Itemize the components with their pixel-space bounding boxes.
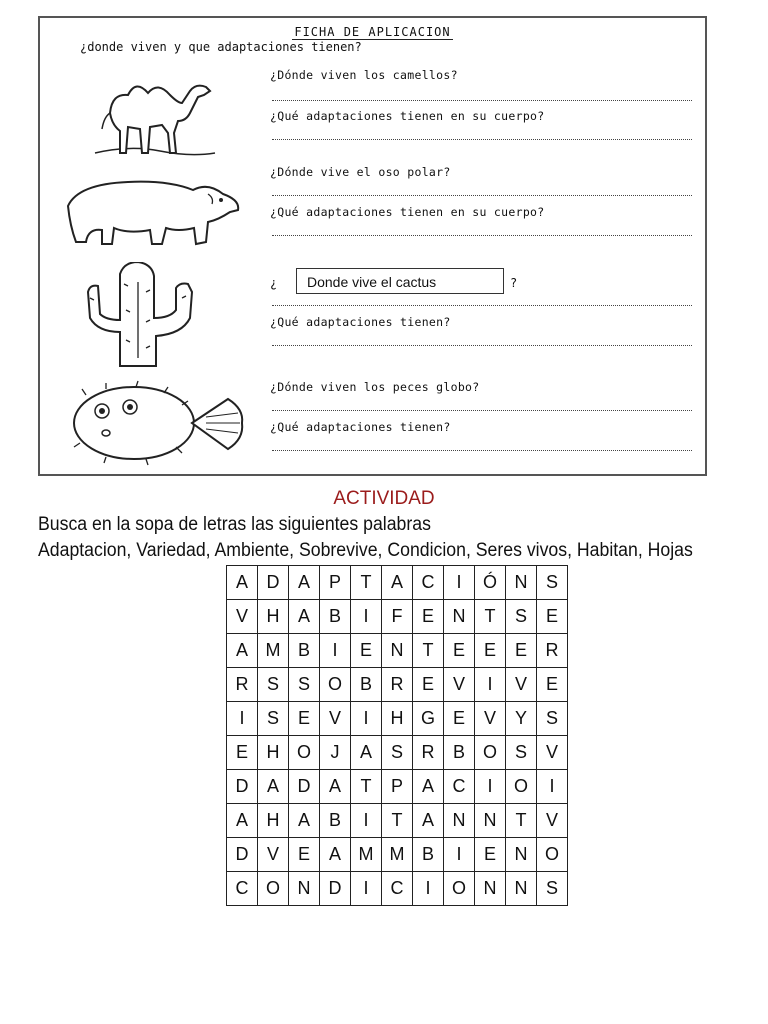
word-search-cell[interactable]: A (320, 838, 351, 872)
word-search-row (227, 804, 568, 838)
word-search-cell[interactable]: R (537, 634, 568, 668)
answer-line[interactable] (272, 139, 692, 140)
word-search-cell[interactable]: G (413, 702, 444, 736)
bear-adaptations-question: ¿Qué adaptaciones tienen en su cuerpo? (270, 205, 545, 219)
word-search-cell[interactable]: N (475, 804, 506, 838)
word-search-cell[interactable]: E (444, 634, 475, 668)
word-search-cell[interactable]: E (413, 668, 444, 702)
word-search-cell[interactable]: D (227, 770, 258, 804)
word-search-cell[interactable]: P (320, 566, 351, 600)
word-search-cell[interactable]: D (289, 770, 320, 804)
word-search-cell[interactable]: V (444, 668, 475, 702)
answer-line[interactable] (272, 235, 692, 236)
word-search-cell[interactable]: F (382, 600, 413, 634)
word-search-cell[interactable]: E (475, 838, 506, 872)
word-search-cell[interactable]: B (444, 736, 475, 770)
word-search-cell[interactable]: R (227, 668, 258, 702)
word-search-row (227, 872, 568, 906)
word-search-cell[interactable]: C (382, 872, 413, 906)
word-search-cell[interactable]: R (413, 736, 444, 770)
worksheet-panel (38, 16, 707, 476)
word-search-cell[interactable]: E (506, 634, 537, 668)
word-search-cell[interactable]: E (289, 702, 320, 736)
word-search-cell[interactable]: J (320, 736, 351, 770)
word-search-cell[interactable]: O (289, 736, 320, 770)
answer-line[interactable] (272, 195, 692, 196)
word-search-cell[interactable]: O (506, 770, 537, 804)
word-search-cell[interactable]: S (258, 702, 289, 736)
word-search-cell[interactable]: I (351, 702, 382, 736)
camel-where-question: ¿Dónde viven los camellos? (270, 68, 458, 82)
puffer-fish-illustration (66, 373, 248, 468)
word-search-cell[interactable]: A (351, 736, 382, 770)
word-search-cell[interactable]: S (289, 668, 320, 702)
word-search-cell[interactable]: Y (506, 702, 537, 736)
word-search-cell[interactable]: R (382, 668, 413, 702)
word-search-cell[interactable]: E (444, 702, 475, 736)
word-search-cell[interactable]: I (444, 566, 475, 600)
word-search-cell[interactable]: V (475, 702, 506, 736)
word-search-cell[interactable]: A (289, 804, 320, 838)
answer-line[interactable] (272, 450, 692, 451)
word-search-cell[interactable]: S (506, 600, 537, 634)
word-search-cell[interactable]: A (320, 770, 351, 804)
word-search-cell[interactable]: D (227, 838, 258, 872)
word-search-row (227, 770, 568, 804)
word-search-cell[interactable]: C (413, 566, 444, 600)
word-search-cell[interactable]: T (475, 600, 506, 634)
word-search-cell[interactable]: H (258, 600, 289, 634)
word-search-cell[interactable]: E (289, 838, 320, 872)
word-search-cell[interactable]: I (444, 838, 475, 872)
answer-line[interactable] (272, 305, 692, 306)
word-search-cell[interactable]: T (413, 634, 444, 668)
word-search-row (227, 702, 568, 736)
word-search-cell[interactable]: M (382, 838, 413, 872)
word-search-cell[interactable]: V (320, 702, 351, 736)
word-search-cell[interactable]: E (475, 634, 506, 668)
word-search-cell[interactable]: M (351, 838, 382, 872)
word-search-cell[interactable]: S (258, 668, 289, 702)
word-search-cell[interactable]: V (537, 736, 568, 770)
word-search-cell[interactable]: B (320, 600, 351, 634)
word-search-cell[interactable]: O (537, 838, 568, 872)
word-search-cell[interactable]: A (413, 770, 444, 804)
word-search-cell[interactable]: A (413, 804, 444, 838)
word-search-row (227, 668, 568, 702)
word-search-cell[interactable]: Ó (475, 566, 506, 600)
word-search-cell[interactable]: H (382, 702, 413, 736)
word-search-cell[interactable]: O (258, 872, 289, 906)
word-search-grid (226, 565, 568, 906)
word-search-cell[interactable]: V (537, 804, 568, 838)
word-search-cell[interactable]: N (289, 872, 320, 906)
activity-instruction: Busca en la sopa de letras las siguientes palabras (38, 514, 431, 535)
word-search-cell[interactable]: V (227, 600, 258, 634)
word-search-cell[interactable]: N (444, 804, 475, 838)
answer-line[interactable] (272, 345, 692, 346)
word-search-cell[interactable]: A (227, 566, 258, 600)
word-search-cell[interactable]: N (506, 872, 537, 906)
word-search-cell[interactable]: T (351, 770, 382, 804)
word-search-cell[interactable]: B (413, 838, 444, 872)
bear-where-question: ¿Dónde vive el oso polar? (270, 165, 451, 179)
word-search-cell[interactable]: A (258, 770, 289, 804)
camel-illustration (90, 73, 220, 165)
word-search-cell[interactable]: I (537, 770, 568, 804)
word-search-cell[interactable]: V (506, 668, 537, 702)
word-search-cell[interactable]: D (320, 872, 351, 906)
word-search-cell[interactable]: S (537, 566, 568, 600)
activity-title: ACTIVIDAD (333, 488, 435, 509)
word-search-cell[interactable]: I (351, 600, 382, 634)
cactus-where-textbox[interactable]: Donde vive el cactus (296, 268, 504, 294)
word-search-cell[interactable]: H (258, 736, 289, 770)
answer-line[interactable] (272, 410, 692, 411)
word-search-cell[interactable]: C (227, 872, 258, 906)
word-search-cell[interactable]: T (351, 566, 382, 600)
cactus-illustration (80, 262, 210, 370)
fish-where-question: ¿Dónde viven los peces globo? (270, 380, 480, 394)
word-search-cell[interactable]: S (537, 872, 568, 906)
word-search-cell[interactable]: S (537, 702, 568, 736)
activity-word-list: Adaptacion, Variedad, Ambiente, Sobrevive, Condicion, Seres vivos, Habitan, Hojas (38, 540, 693, 561)
word-search-cell[interactable]: D (258, 566, 289, 600)
word-search-row (227, 600, 568, 634)
word-search-cell[interactable]: A (289, 600, 320, 634)
word-search-cell[interactable]: A (227, 804, 258, 838)
word-search-cell[interactable]: T (506, 804, 537, 838)
word-search-cell[interactable]: O (444, 872, 475, 906)
word-search-cell[interactable]: N (382, 634, 413, 668)
word-search-cell[interactable]: M (258, 634, 289, 668)
word-search-row (227, 566, 568, 600)
word-search-cell[interactable]: E (413, 600, 444, 634)
word-search-row (227, 838, 568, 872)
word-search-cell[interactable]: E (351, 634, 382, 668)
cactus-question-close: ? (510, 276, 518, 290)
word-search-cell[interactable]: V (258, 838, 289, 872)
word-search-cell[interactable]: B (289, 634, 320, 668)
word-search-row (227, 634, 568, 668)
word-search-cell[interactable]: E (537, 668, 568, 702)
word-search-cell[interactable]: O (475, 736, 506, 770)
word-search-cell[interactable]: I (320, 634, 351, 668)
word-search-cell[interactable]: C (444, 770, 475, 804)
word-search-cell[interactable]: O (320, 668, 351, 702)
word-search-cell[interactable]: I (475, 770, 506, 804)
cactus-question-open: ¿ (270, 276, 278, 290)
word-search-cell[interactable]: P (382, 770, 413, 804)
word-search-cell[interactable]: B (351, 668, 382, 702)
fish-adaptations-question: ¿Qué adaptaciones tienen? (270, 420, 451, 434)
answer-line[interactable] (272, 100, 692, 101)
word-search-cell[interactable]: T (382, 804, 413, 838)
word-search-cell[interactable]: I (413, 872, 444, 906)
word-search-cell[interactable]: N (444, 600, 475, 634)
word-search-cell[interactable]: S (382, 736, 413, 770)
word-search-cell[interactable]: N (475, 872, 506, 906)
word-search-cell[interactable]: E (227, 736, 258, 770)
word-search-cell[interactable]: I (351, 872, 382, 906)
word-search-cell[interactable]: A (382, 566, 413, 600)
word-search-cell[interactable]: I (227, 702, 258, 736)
word-search-cell[interactable]: E (537, 600, 568, 634)
word-search-cell[interactable]: I (351, 804, 382, 838)
word-search-cell[interactable]: I (475, 668, 506, 702)
word-search-cell[interactable]: N (506, 838, 537, 872)
word-search-cell[interactable]: A (289, 566, 320, 600)
cactus-adaptations-question: ¿Qué adaptaciones tienen? (270, 315, 451, 329)
word-search-cell[interactable]: A (227, 634, 258, 668)
word-search-row (227, 736, 568, 770)
word-search-cell[interactable]: N (506, 566, 537, 600)
camel-adaptations-question: ¿Qué adaptaciones tienen en su cuerpo? (270, 109, 545, 123)
worksheet-subtitle: ¿donde viven y que adaptaciones tienen? (80, 40, 362, 54)
polar-bear-illustration (58, 176, 243, 251)
word-search-cell[interactable]: B (320, 804, 351, 838)
word-search-cell[interactable]: S (506, 736, 537, 770)
worksheet-title: FICHA DE APLICACION (294, 25, 451, 39)
word-search-cell[interactable]: H (258, 804, 289, 838)
